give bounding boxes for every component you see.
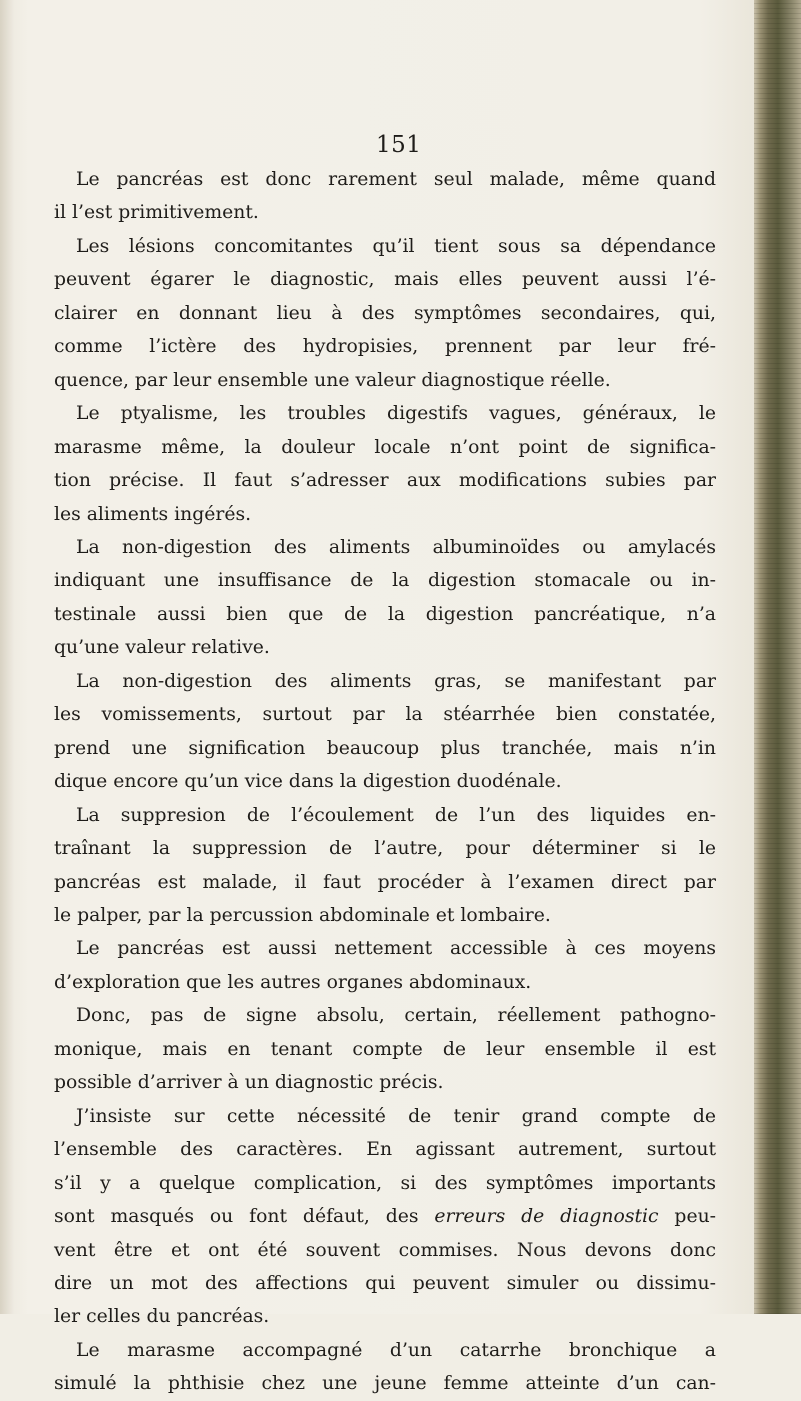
text-line: pancréas est malade, il faut procéder à l’examen direct par (54, 871, 716, 893)
text-line: sont masqués ou font défaut, des erreurs de diagnostic peu- (54, 1206, 717, 1228)
text-line: La suppresion de l’écoulement de l’un des liquides en- (76, 804, 716, 826)
text-line: J’insiste sur cette nécessité de tenir grand compte de (76, 1105, 716, 1127)
text-line: Le ptyalisme, les troubles digestifs vagues, généraux, le (76, 403, 716, 425)
text-line: Donc, pas de signe absolu, certain, réellement pathogno- (76, 1005, 716, 1027)
body-text (54, 163, 716, 1401)
page-left-edge (0, 0, 14, 1314)
text-line: monique, mais en tenant compte de leur ensemble il est (54, 1038, 716, 1060)
text-line: traînant la suppression de l’autre, pour déterminer si le (54, 838, 716, 860)
text-line: il l’est primitivement. (54, 202, 259, 224)
text-line: le palper, par la percussion abdominale et lombaire. (54, 904, 551, 926)
text-line: qu’une valeur relative. (54, 637, 270, 659)
text-line: peuvent égarer le diagnostic, mais elles peuvent aussi l’é- (54, 269, 716, 291)
text-line: Les lésions concomitantes qu’il tient sous sa dépendance (76, 235, 716, 257)
text-line: Le pancréas est donc rarement seul malade, même quand (76, 169, 716, 190)
page-number: 151 (376, 132, 422, 158)
text-line: dire un mot des affections qui peuvent simuler ou dissimu- (54, 1272, 716, 1294)
text-line: l’ensemble des caractères. En agissant autrement, surtout (54, 1139, 716, 1161)
text-line: Le pancréas est aussi nettement accessible à ces moyens (76, 938, 716, 960)
text-line: possible d’arriver à un diagnostic précis. (54, 1072, 444, 1094)
italic-phrase: erreurs de diagnostic (434, 1206, 659, 1228)
text-line: quence, par leur ensemble une valeur diagnostique réelle. (54, 369, 611, 391)
text-line: Le marasme accompagné d’un catarrhe bronchique a (76, 1339, 716, 1361)
text-line: s’il y a quelque complication, si des symptômes importants (54, 1172, 716, 1194)
text-line: testinale aussi bien que de la digestion pancréatique, n’a (54, 603, 716, 625)
text-line: dique encore qu’un vice dans la digestion duodénale. (54, 771, 562, 793)
text-line: tion précise. Il faut s’adresser aux modifications subies par (54, 470, 716, 492)
text-line: d’exploration que les autres organes abdominaux. (54, 971, 532, 993)
text-line: La non-digestion des aliments gras, se manifestant par (76, 670, 716, 692)
text-line: marasme même, la douleur locale n’ont point de significa- (54, 436, 716, 458)
book-binding (754, 0, 801, 1314)
text-line: les vomissements, surtout par la stéarrhée bien constatée, (54, 704, 716, 726)
text-line: clairer en donnant lieu à des symptômes secondaires, qui, (54, 302, 716, 324)
text-line: comme l’ictère des hydropisies, prennent par leur fré- (54, 336, 716, 358)
text-line: indiquant une insuffisance de la digestion stomacale ou in- (54, 570, 716, 592)
text-line: simulé la phthisie chez une jeune femme atteinte d’un can- (54, 1373, 716, 1395)
text-line: La non-digestion des aliments albuminoïdes ou amylacés (76, 536, 716, 558)
text-line: vent être et ont été souvent commises. Nous devons donc (54, 1239, 716, 1261)
text-line: prend une signification beaucoup plus tranchée, mais n’in (54, 737, 716, 759)
text-line: ler celles du pancréas. (54, 1306, 270, 1328)
text-line: les aliments ingérés. (54, 503, 252, 525)
